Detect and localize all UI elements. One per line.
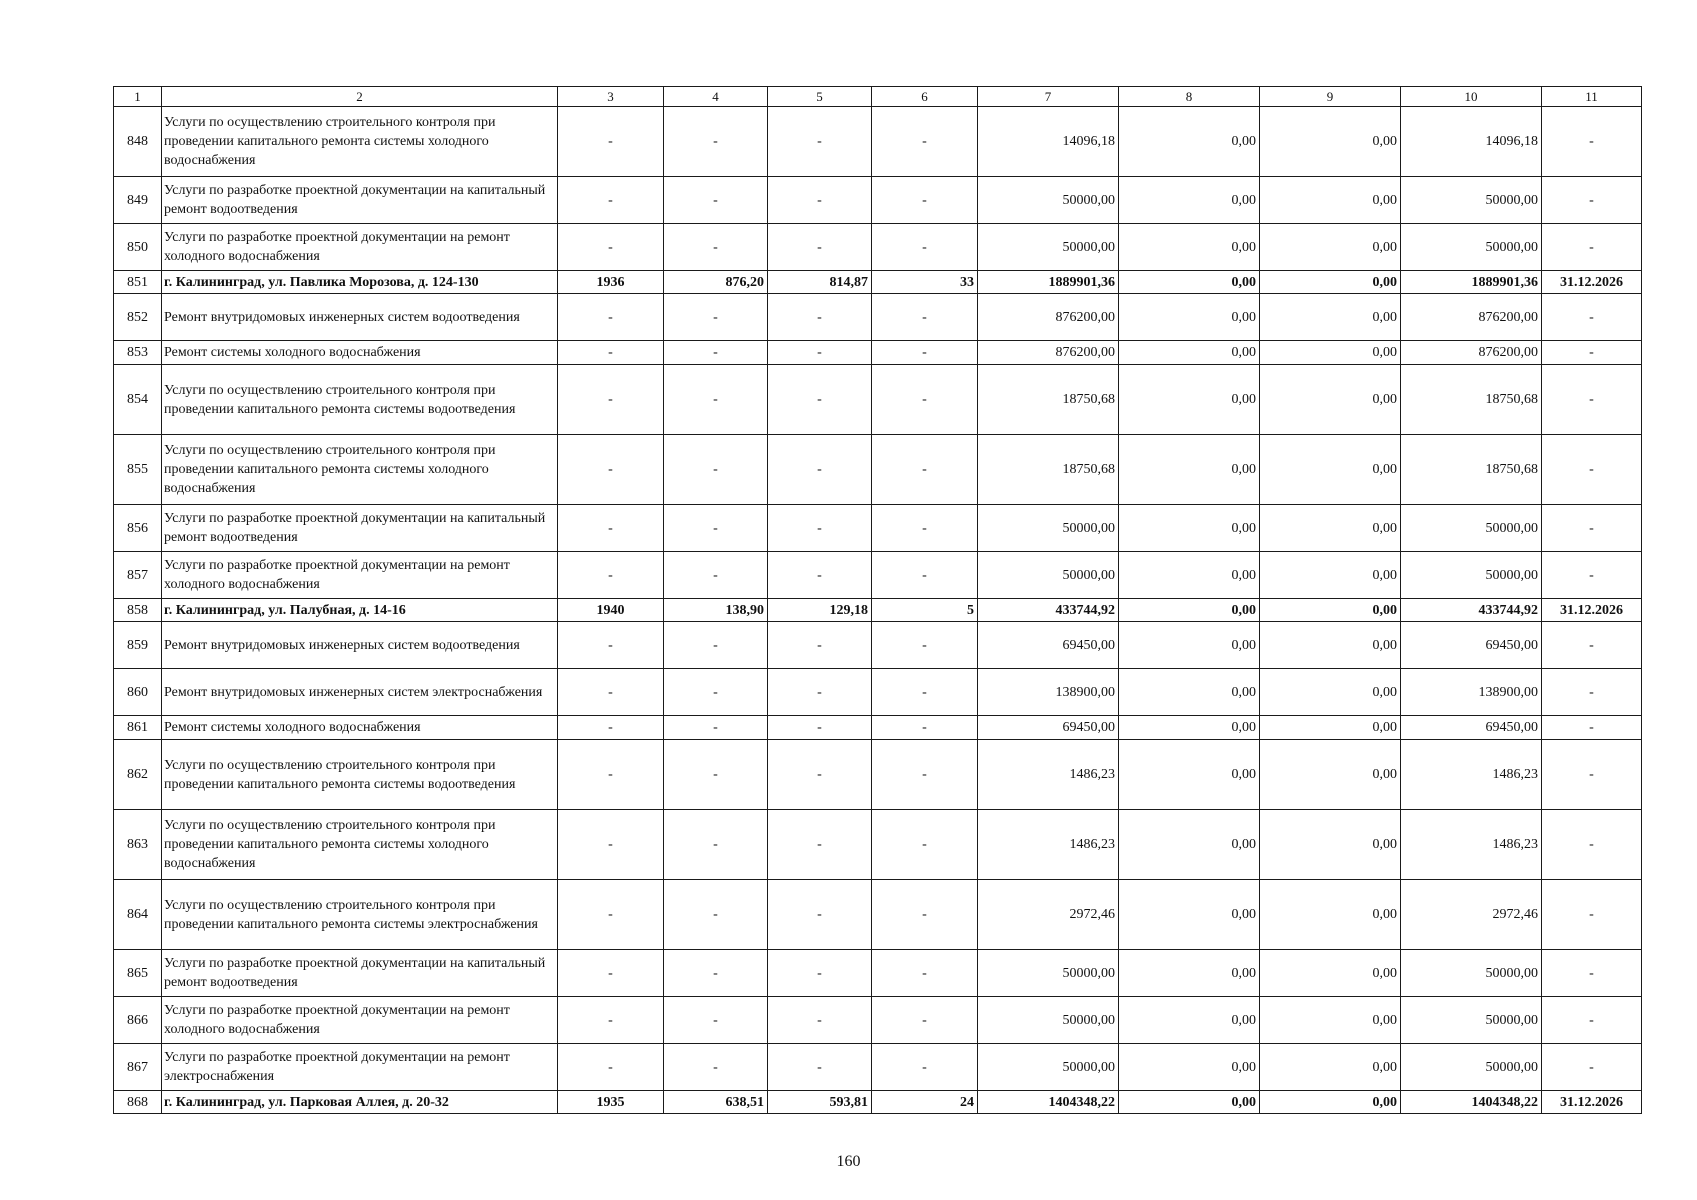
cell-col9: 0,00 — [1260, 341, 1401, 365]
row-number: 859 — [114, 622, 162, 669]
table-row — [114, 950, 1642, 997]
row-number: 848 — [114, 107, 162, 177]
cell-col10: 1486,23 — [1401, 810, 1542, 880]
row-description: г. Калининград, ул. Палубная, д. 14-16 — [162, 599, 558, 622]
cell-col10: 433744,92 — [1401, 599, 1542, 622]
cell-col7: 2972,46 — [978, 880, 1119, 950]
cell-col11: - — [1542, 177, 1642, 224]
row-number: 868 — [114, 1091, 162, 1114]
cell-col10: 18750,68 — [1401, 365, 1542, 435]
cell-col8: 0,00 — [1119, 224, 1260, 271]
cell-col8: 0,00 — [1119, 435, 1260, 505]
cell-col6: - — [872, 224, 978, 271]
cell-col8: 0,00 — [1119, 1044, 1260, 1091]
cell-col10: 1404348,22 — [1401, 1091, 1542, 1114]
cell-col11: - — [1542, 740, 1642, 810]
header-cell: 10 — [1401, 87, 1542, 107]
cell-col8: 0,00 — [1119, 1091, 1260, 1114]
row-number: 852 — [114, 294, 162, 341]
cell-col6: 5 — [872, 599, 978, 622]
row-number: 855 — [114, 435, 162, 505]
row-number: 853 — [114, 341, 162, 365]
cell-col5: - — [768, 177, 872, 224]
cell-col3: - — [558, 224, 664, 271]
cell-col8: 0,00 — [1119, 740, 1260, 810]
cell-col6: - — [872, 505, 978, 552]
cell-col6: 24 — [872, 1091, 978, 1114]
address-row — [114, 599, 1642, 622]
row-description: Услуги по осуществлению строительного контроля при проведении капитального ремонта системы холодного водоснабжения — [162, 107, 558, 177]
column-number-header — [114, 87, 1642, 107]
cell-col8: 0,00 — [1119, 271, 1260, 294]
cell-col11: - — [1542, 107, 1642, 177]
cell-col3: - — [558, 177, 664, 224]
cell-col4: - — [664, 880, 768, 950]
header-cell: 3 — [558, 87, 664, 107]
cell-col4: 876,20 — [664, 271, 768, 294]
cell-col4: - — [664, 435, 768, 505]
row-description: Услуги по осуществлению строительного контроля при проведении капитального ремонта системы холодного водоснабжения — [162, 435, 558, 505]
cell-col11: - — [1542, 810, 1642, 880]
cell-col9: 0,00 — [1260, 1044, 1401, 1091]
cell-col3: - — [558, 740, 664, 810]
cell-col5: - — [768, 505, 872, 552]
cell-col4: - — [664, 810, 768, 880]
row-description: Ремонт системы холодного водоснабжения — [162, 341, 558, 365]
cell-col5: - — [768, 622, 872, 669]
cell-col6: 33 — [872, 271, 978, 294]
cell-col4: - — [664, 950, 768, 997]
cell-col8: 0,00 — [1119, 950, 1260, 997]
row-number: 866 — [114, 997, 162, 1044]
row-number: 849 — [114, 177, 162, 224]
cell-col8: 0,00 — [1119, 997, 1260, 1044]
cell-col9: 0,00 — [1260, 740, 1401, 810]
row-description: Услуги по разработке проектной документации на ремонт электроснабжения — [162, 1044, 558, 1091]
cell-col10: 50000,00 — [1401, 505, 1542, 552]
cell-col7: 50000,00 — [978, 950, 1119, 997]
cell-col9: 0,00 — [1260, 1091, 1401, 1114]
table-row — [114, 740, 1642, 810]
table-row — [114, 622, 1642, 669]
cell-col5: - — [768, 552, 872, 599]
cell-col4: - — [664, 552, 768, 599]
row-number: 857 — [114, 552, 162, 599]
cell-col3: - — [558, 505, 664, 552]
cell-col9: 0,00 — [1260, 435, 1401, 505]
row-number: 865 — [114, 950, 162, 997]
cell-col8: 0,00 — [1119, 177, 1260, 224]
cell-col11: - — [1542, 294, 1642, 341]
row-description: Ремонт внутридомовых инженерных систем водоотведения — [162, 622, 558, 669]
cell-col9: 0,00 — [1260, 365, 1401, 435]
header-cell: 2 — [162, 87, 558, 107]
cell-col8: 0,00 — [1119, 622, 1260, 669]
cell-col10: 1486,23 — [1401, 740, 1542, 810]
cell-col4: - — [664, 669, 768, 716]
cell-col3: 1936 — [558, 271, 664, 294]
row-description: Ремонт системы холодного водоснабжения — [162, 716, 558, 740]
cell-col4: - — [664, 365, 768, 435]
cell-col7: 1486,23 — [978, 740, 1119, 810]
table-row — [114, 880, 1642, 950]
cell-col5: - — [768, 997, 872, 1044]
cell-col6: - — [872, 740, 978, 810]
cell-col10: 50000,00 — [1401, 997, 1542, 1044]
header-cell: 11 — [1542, 87, 1642, 107]
address-row — [114, 1091, 1642, 1114]
row-number: 862 — [114, 740, 162, 810]
cell-col10: 2972,46 — [1401, 880, 1542, 950]
row-description: г. Калининград, ул. Парковая Аллея, д. 20-32 — [162, 1091, 558, 1114]
cell-col7: 1486,23 — [978, 810, 1119, 880]
cell-col9: 0,00 — [1260, 669, 1401, 716]
cell-col11: - — [1542, 341, 1642, 365]
cell-col6: - — [872, 669, 978, 716]
table-row — [114, 435, 1642, 505]
table-row — [114, 224, 1642, 271]
cell-col11: - — [1542, 552, 1642, 599]
cell-col3: - — [558, 997, 664, 1044]
cell-col6: - — [872, 177, 978, 224]
cell-col11: 31.12.2026 — [1542, 1091, 1642, 1114]
cell-col3: - — [558, 880, 664, 950]
cell-col7: 18750,68 — [978, 365, 1119, 435]
table-row — [114, 552, 1642, 599]
header-cell: 7 — [978, 87, 1119, 107]
cell-col9: 0,00 — [1260, 505, 1401, 552]
cell-col3: - — [558, 365, 664, 435]
row-number: 864 — [114, 880, 162, 950]
cell-col11: - — [1542, 505, 1642, 552]
row-number: 851 — [114, 271, 162, 294]
cell-col11: - — [1542, 1044, 1642, 1091]
cell-col9: 0,00 — [1260, 997, 1401, 1044]
cell-col11: - — [1542, 716, 1642, 740]
table-row — [114, 1044, 1642, 1091]
header-cell: 5 — [768, 87, 872, 107]
cell-col7: 1404348,22 — [978, 1091, 1119, 1114]
row-description: Услуги по осуществлению строительного контроля при проведении капитального ремонта системы холодного водоснабжения — [162, 810, 558, 880]
cell-col7: 50000,00 — [978, 552, 1119, 599]
cell-col11: - — [1542, 622, 1642, 669]
cell-col5: - — [768, 880, 872, 950]
cell-col3: - — [558, 341, 664, 365]
cell-col10: 50000,00 — [1401, 224, 1542, 271]
cell-col5: - — [768, 365, 872, 435]
cell-col6: - — [872, 997, 978, 1044]
cell-col7: 14096,18 — [978, 107, 1119, 177]
cell-col8: 0,00 — [1119, 505, 1260, 552]
cell-col7: 50000,00 — [978, 505, 1119, 552]
cell-col8: 0,00 — [1119, 552, 1260, 599]
cell-col4: - — [664, 622, 768, 669]
cell-col5: - — [768, 224, 872, 271]
cell-col11: - — [1542, 435, 1642, 505]
cell-col4: - — [664, 740, 768, 810]
cell-col5: - — [768, 669, 872, 716]
cell-col10: 50000,00 — [1401, 1044, 1542, 1091]
cell-col6: - — [872, 107, 978, 177]
cell-col9: 0,00 — [1260, 224, 1401, 271]
table-row — [114, 997, 1642, 1044]
cell-col10: 876200,00 — [1401, 294, 1542, 341]
row-description: Услуги по осуществлению строительного контроля при проведении капитального ремонта системы водоотведения — [162, 740, 558, 810]
cell-col10: 50000,00 — [1401, 552, 1542, 599]
row-number: 861 — [114, 716, 162, 740]
cell-col6: - — [872, 950, 978, 997]
cell-col5: - — [768, 107, 872, 177]
cell-col5: - — [768, 341, 872, 365]
cell-col7: 18750,68 — [978, 435, 1119, 505]
row-description: Услуги по осуществлению строительного контроля при проведении капитального ремонта системы электроснабжения — [162, 880, 558, 950]
cell-col7: 1889901,36 — [978, 271, 1119, 294]
row-number: 860 — [114, 669, 162, 716]
cell-col7: 50000,00 — [978, 997, 1119, 1044]
table-row — [114, 107, 1642, 177]
cell-col8: 0,00 — [1119, 599, 1260, 622]
cell-col3: - — [558, 810, 664, 880]
cell-col10: 14096,18 — [1401, 107, 1542, 177]
cell-col5: - — [768, 716, 872, 740]
page-number: 160 — [836, 1153, 861, 1170]
cell-col10: 138900,00 — [1401, 669, 1542, 716]
cell-col9: 0,00 — [1260, 622, 1401, 669]
row-number: 854 — [114, 365, 162, 435]
row-number: 858 — [114, 599, 162, 622]
cell-col3: - — [558, 622, 664, 669]
cell-col9: 0,00 — [1260, 107, 1401, 177]
header-cell: 1 — [114, 87, 162, 107]
cell-col5: - — [768, 435, 872, 505]
cell-col7: 50000,00 — [978, 1044, 1119, 1091]
cell-col7: 69450,00 — [978, 622, 1119, 669]
cell-col7: 433744,92 — [978, 599, 1119, 622]
cell-col4: 138,90 — [664, 599, 768, 622]
row-number: 863 — [114, 810, 162, 880]
cell-col4: - — [664, 1044, 768, 1091]
cell-col3: 1935 — [558, 1091, 664, 1114]
cell-col10: 50000,00 — [1401, 177, 1542, 224]
cell-col8: 0,00 — [1119, 107, 1260, 177]
cell-col10: 1889901,36 — [1401, 271, 1542, 294]
cell-col11: - — [1542, 950, 1642, 997]
address-row — [114, 271, 1642, 294]
cell-col6: - — [872, 1044, 978, 1091]
cell-col10: 18750,68 — [1401, 435, 1542, 505]
table-row — [114, 294, 1642, 341]
cell-col7: 876200,00 — [978, 294, 1119, 341]
cell-col6: - — [872, 341, 978, 365]
cell-col8: 0,00 — [1119, 365, 1260, 435]
cell-col9: 0,00 — [1260, 552, 1401, 599]
cell-col9: 0,00 — [1260, 271, 1401, 294]
cell-col5: - — [768, 1044, 872, 1091]
table-row — [114, 365, 1642, 435]
cell-col5: - — [768, 950, 872, 997]
row-description: Услуги по разработке проектной документации на ремонт холодного водоснабжения — [162, 997, 558, 1044]
cell-col6: - — [872, 365, 978, 435]
cell-col4: - — [664, 341, 768, 365]
row-description: Услуги по разработке проектной документации на ремонт холодного водоснабжения — [162, 552, 558, 599]
cell-col5: - — [768, 294, 872, 341]
cell-col6: - — [872, 435, 978, 505]
cell-col4: - — [664, 224, 768, 271]
cell-col4: - — [664, 716, 768, 740]
cell-col3: - — [558, 294, 664, 341]
cell-col11: - — [1542, 880, 1642, 950]
table-row — [114, 810, 1642, 880]
cell-col5: - — [768, 740, 872, 810]
cell-col8: 0,00 — [1119, 810, 1260, 880]
cell-col7: 50000,00 — [978, 177, 1119, 224]
cell-col8: 0,00 — [1119, 294, 1260, 341]
cell-col11: 31.12.2026 — [1542, 271, 1642, 294]
cell-col6: - — [872, 552, 978, 599]
cell-col11: - — [1542, 997, 1642, 1044]
row-description: Ремонт внутридомовых инженерных систем электроснабжения — [162, 669, 558, 716]
cell-col3: - — [558, 669, 664, 716]
row-description: Услуги по разработке проектной документации на капитальный ремонт водоотведения — [162, 950, 558, 997]
cell-col10: 69450,00 — [1401, 716, 1542, 740]
table-row — [114, 177, 1642, 224]
cell-col7: 50000,00 — [978, 224, 1119, 271]
row-description: Услуги по разработке проектной документации на капитальный ремонт водоотведения — [162, 177, 558, 224]
row-description: Услуги по разработке проектной документации на ремонт холодного водоснабжения — [162, 224, 558, 271]
row-description: Услуги по осуществлению строительного контроля при проведении капитального ремонта системы водоотведения — [162, 365, 558, 435]
data-table — [113, 86, 1642, 1114]
cell-col6: - — [872, 716, 978, 740]
cell-col3: - — [558, 107, 664, 177]
row-description: Услуги по разработке проектной документации на капитальный ремонт водоотведения — [162, 505, 558, 552]
row-number: 856 — [114, 505, 162, 552]
cell-col8: 0,00 — [1119, 341, 1260, 365]
cell-col3: 1940 — [558, 599, 664, 622]
cell-col5: 593,81 — [768, 1091, 872, 1114]
cell-col3: - — [558, 950, 664, 997]
cell-col9: 0,00 — [1260, 294, 1401, 341]
header-cell: 4 — [664, 87, 768, 107]
cell-col6: - — [872, 810, 978, 880]
cell-col8: 0,00 — [1119, 716, 1260, 740]
cell-col4: - — [664, 997, 768, 1044]
cell-col11: - — [1542, 224, 1642, 271]
header-cell: 6 — [872, 87, 978, 107]
cell-col6: - — [872, 880, 978, 950]
table-row — [114, 669, 1642, 716]
cell-col4: - — [664, 294, 768, 341]
row-description: Ремонт внутридомовых инженерных систем водоотведения — [162, 294, 558, 341]
table-row — [114, 505, 1642, 552]
cell-col4: - — [664, 177, 768, 224]
cell-col3: - — [558, 435, 664, 505]
cell-col10: 50000,00 — [1401, 950, 1542, 997]
cell-col10: 876200,00 — [1401, 341, 1542, 365]
cell-col10: 69450,00 — [1401, 622, 1542, 669]
header-cell: 9 — [1260, 87, 1401, 107]
cell-col9: 0,00 — [1260, 880, 1401, 950]
cell-col5: 814,87 — [768, 271, 872, 294]
cell-col11: - — [1542, 365, 1642, 435]
row-number: 867 — [114, 1044, 162, 1091]
cell-col9: 0,00 — [1260, 177, 1401, 224]
row-description: г. Калининград, ул. Павлика Морозова, д. 124-130 — [162, 271, 558, 294]
row-number: 850 — [114, 224, 162, 271]
cell-col6: - — [872, 622, 978, 669]
cell-col5: 129,18 — [768, 599, 872, 622]
header-cell: 8 — [1119, 87, 1260, 107]
table-row — [114, 341, 1642, 365]
cell-col7: 876200,00 — [978, 341, 1119, 365]
cell-col7: 138900,00 — [978, 669, 1119, 716]
table-row — [114, 716, 1642, 740]
cell-col9: 0,00 — [1260, 599, 1401, 622]
cell-col11: - — [1542, 669, 1642, 716]
cell-col3: - — [558, 1044, 664, 1091]
cell-col4: - — [664, 107, 768, 177]
cell-col4: 638,51 — [664, 1091, 768, 1114]
cell-col3: - — [558, 716, 664, 740]
cell-col3: - — [558, 552, 664, 599]
cell-col9: 0,00 — [1260, 950, 1401, 997]
cell-col5: - — [768, 810, 872, 880]
cell-col6: - — [872, 294, 978, 341]
cell-col11: 31.12.2026 — [1542, 599, 1642, 622]
cell-col9: 0,00 — [1260, 810, 1401, 880]
cell-col8: 0,00 — [1119, 669, 1260, 716]
cell-col4: - — [664, 505, 768, 552]
cell-col8: 0,00 — [1119, 880, 1260, 950]
cell-col9: 0,00 — [1260, 716, 1401, 740]
cell-col7: 69450,00 — [978, 716, 1119, 740]
